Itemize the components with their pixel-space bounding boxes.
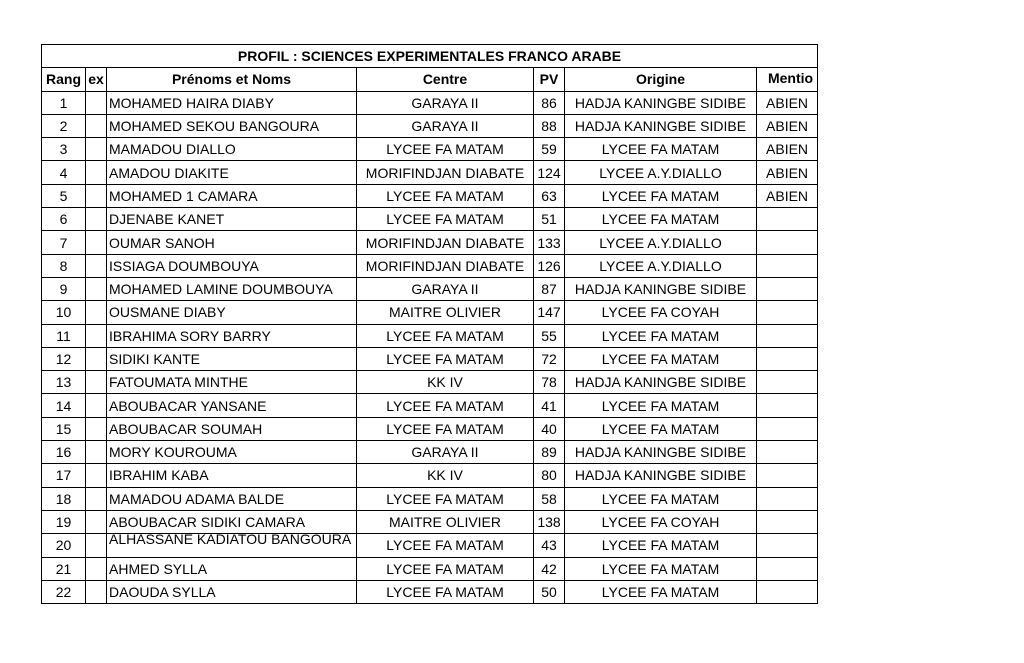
cell-rang: 2 [42,114,86,137]
table-row [42,184,818,207]
results-sheet [41,44,817,604]
cell-ex [86,231,107,254]
cell-name: MOHAMED LAMINE DOUMBOUYA [107,277,357,300]
cell-name: IBRAHIMA SORY BARRY [107,324,357,347]
cell-mention [757,394,818,417]
cell-origine: HADJA KANINGBE SIDIBE [565,371,757,394]
cell-centre: GARAYA II [357,91,534,114]
cell-centre: MORIFINDJAN DIABATE [357,254,534,277]
table-row [42,91,818,114]
cell-centre: LYCEE FA MATAM [357,417,534,440]
cell-rang: 1 [42,91,86,114]
results-table [41,44,818,604]
table-row [42,231,818,254]
cell-mention [757,557,818,580]
table-row [42,208,818,231]
cell-mention [757,254,818,277]
header-rang: Rang [42,68,86,91]
table-row [42,138,818,161]
cell-name: ISSIAGA DOUMBOUYA [107,254,357,277]
cell-origine: LYCEE FA COYAH [565,301,757,324]
cell-name: MOHAMED SEKOU BANGOURA [107,114,357,137]
cell-name: MAMADOU ADAMA BALDE [107,487,357,510]
cell-centre: LYCEE FA MATAM [357,394,534,417]
cell-name: MOHAMED HAIRA DIABY [107,91,357,114]
table-row [42,277,818,300]
cell-ex [86,208,107,231]
cell-pv: 138 [534,510,565,533]
header-centre: Centre [357,68,534,91]
cell-ex [86,464,107,487]
cell-ex [86,324,107,347]
cell-pv: 59 [534,138,565,161]
cell-mention: ABIEN [757,91,818,114]
cell-pv: 124 [534,161,565,184]
cell-rang: 13 [42,371,86,394]
cell-rang: 4 [42,161,86,184]
cell-centre: KK IV [357,464,534,487]
cell-mention [757,208,818,231]
cell-name: OUSMANE DIABY [107,301,357,324]
cell-rang: 12 [42,347,86,370]
cell-rang: 5 [42,184,86,207]
cell-rang: 8 [42,254,86,277]
cell-rang: 21 [42,557,86,580]
table-row [42,557,818,580]
cell-mention [757,534,818,557]
cell-centre: MORIFINDJAN DIABATE [357,161,534,184]
cell-pv: 88 [534,114,565,137]
cell-name: MORY KOUROUMA [107,441,357,464]
cell-pv: 55 [534,324,565,347]
cell-origine: LYCEE FA MATAM [565,557,757,580]
cell-mention [757,441,818,464]
cell-origine: LYCEE FA MATAM [565,184,757,207]
cell-centre: LYCEE FA MATAM [357,208,534,231]
cell-pv: 87 [534,277,565,300]
cell-pv: 80 [534,464,565,487]
cell-name: ABOUBACAR YANSANE [107,394,357,417]
column-header-row [42,68,818,91]
cell-origine: LYCEE FA MATAM [565,487,757,510]
cell-mention [757,301,818,324]
table-row [42,114,818,137]
cell-ex [86,510,107,533]
cell-ex [86,557,107,580]
header-noms: Prénoms et Noms [107,68,357,91]
cell-name-text: ALHASSANE KADIATOU BANGOURA [109,533,352,548]
table-title-row [42,45,818,68]
header-origine: Origine [565,68,757,91]
table-row [42,487,818,510]
cell-origine: LYCEE FA MATAM [565,208,757,231]
cell-ex [86,394,107,417]
header-mention: Mentio [757,68,818,91]
cell-ex [86,487,107,510]
cell-name: ABOUBACAR SOUMAH [107,417,357,440]
cell-mention [757,580,818,603]
cell-mention: ABIEN [757,114,818,137]
cell-rang: 6 [42,208,86,231]
cell-ex [86,417,107,440]
cell-pv: 42 [534,557,565,580]
cell-centre: MAITRE OLIVIER [357,301,534,324]
cell-ex [86,441,107,464]
cell-pv: 40 [534,417,565,440]
cell-name: MOHAMED 1 CAMARA [107,184,357,207]
table-row [42,394,818,417]
cell-origine: HADJA KANINGBE SIDIBE [565,91,757,114]
cell-centre: LYCEE FA MATAM [357,184,534,207]
cell-pv: 43 [534,534,565,557]
cell-origine: LYCEE FA MATAM [565,138,757,161]
cell-name: AHMED SYLLA [107,557,357,580]
cell-mention: ABIEN [757,184,818,207]
cell-pv: 126 [534,254,565,277]
cell-centre: MORIFINDJAN DIABATE [357,231,534,254]
cell-ex [86,138,107,161]
cell-pv: 51 [534,208,565,231]
cell-mention [757,277,818,300]
cell-rang: 14 [42,394,86,417]
cell-pv: 86 [534,91,565,114]
cell-centre: LYCEE FA MATAM [357,324,534,347]
table-row [42,534,818,557]
cell-origine: HADJA KANINGBE SIDIBE [565,464,757,487]
header-pv: PV [534,68,565,91]
cell-mention [757,464,818,487]
table-row [42,301,818,324]
cell-ex [86,254,107,277]
cell-centre: LYCEE FA MATAM [357,138,534,161]
cell-ex [86,184,107,207]
cell-mention [757,510,818,533]
cell-pv: 50 [534,580,565,603]
cell-name: FATOUMATA MINTHE [107,371,357,394]
cell-centre: GARAYA II [357,114,534,137]
cell-rang: 10 [42,301,86,324]
cell-name: ABOUBACAR SIDIKI CAMARA [107,510,357,533]
cell-origine: LYCEE A.Y.DIALLO [565,231,757,254]
cell-centre: GARAYA II [357,441,534,464]
table-row [42,347,818,370]
table-row [42,441,818,464]
cell-origine: LYCEE A.Y.DIALLO [565,254,757,277]
cell-name: SIDIKI KANTE [107,347,357,370]
cell-origine: LYCEE FA MATAM [565,347,757,370]
cell-centre: LYCEE FA MATAM [357,580,534,603]
table-row [42,254,818,277]
cell-centre: LYCEE FA MATAM [357,534,534,557]
cell-mention [757,231,818,254]
cell-mention [757,417,818,440]
cell-pv: 147 [534,301,565,324]
cell-pv: 89 [534,441,565,464]
cell-ex [86,371,107,394]
cell-ex [86,91,107,114]
cell-rang: 11 [42,324,86,347]
cell-origine: LYCEE FA COYAH [565,510,757,533]
cell-name: DJENABE KANET [107,208,357,231]
table-row [42,464,818,487]
cell-ex [86,534,107,557]
cell-pv: 41 [534,394,565,417]
cell-rang: 22 [42,580,86,603]
cell-centre: LYCEE FA MATAM [357,347,534,370]
cell-ex [86,347,107,370]
cell-origine: LYCEE FA MATAM [565,324,757,347]
cell-centre: LYCEE FA MATAM [357,487,534,510]
cell-name: DAOUDA SYLLA [107,580,357,603]
cell-pv: 78 [534,371,565,394]
cell-ex [86,114,107,137]
cell-rang: 19 [42,510,86,533]
cell-name: AMADOU DIAKITE [107,161,357,184]
table-row [42,417,818,440]
cell-rang: 3 [42,138,86,161]
cell-mention: ABIEN [757,138,818,161]
header-ex: ex [86,68,107,91]
cell-mention [757,371,818,394]
cell-name: IBRAHIM KABA [107,464,357,487]
cell-origine: HADJA KANINGBE SIDIBE [565,441,757,464]
cell-origine: LYCEE A.Y.DIALLO [565,161,757,184]
cell-origine: LYCEE FA MATAM [565,394,757,417]
cell-mention [757,324,818,347]
table-row [42,580,818,603]
cell-pv: 72 [534,347,565,370]
cell-name: MAMADOU DIALLO [107,138,357,161]
cell-origine: LYCEE FA MATAM [565,417,757,440]
table-row [42,371,818,394]
cell-ex [86,277,107,300]
table-body [42,91,818,604]
table-row [42,324,818,347]
cell-ex [86,161,107,184]
cell-origine: HADJA KANINGBE SIDIBE [565,277,757,300]
cell-rang: 15 [42,417,86,440]
cell-ex [86,301,107,324]
cell-origine: LYCEE FA MATAM [565,534,757,557]
cell-rang: 20 [42,534,86,557]
cell-origine: HADJA KANINGBE SIDIBE [565,114,757,137]
cell-rang: 17 [42,464,86,487]
cell-pv: 133 [534,231,565,254]
cell-rang: 18 [42,487,86,510]
cell-name [107,534,357,557]
cell-centre: KK IV [357,371,534,394]
table-row [42,510,818,533]
cell-centre: GARAYA II [357,277,534,300]
cell-rang: 16 [42,441,86,464]
cell-centre: LYCEE FA MATAM [357,557,534,580]
cell-mention: ABIEN [757,161,818,184]
cell-origine: LYCEE FA MATAM [565,580,757,603]
cell-mention [757,487,818,510]
cell-mention [757,347,818,370]
cell-centre: MAITRE OLIVIER [357,510,534,533]
table-title: PROFIL : SCIENCES EXPERIMENTALES FRANCO ARABE [42,45,818,68]
cell-name: OUMAR SANOH [107,231,357,254]
table-row [42,161,818,184]
cell-rang: 9 [42,277,86,300]
cell-ex [86,580,107,603]
cell-pv: 63 [534,184,565,207]
cell-rang: 7 [42,231,86,254]
cell-pv: 58 [534,487,565,510]
